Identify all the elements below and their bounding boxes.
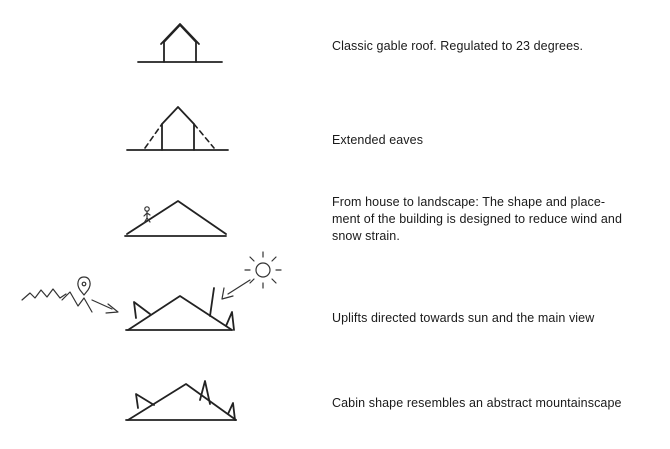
house-walls <box>162 107 194 150</box>
sun-rays <box>245 252 281 288</box>
caption-uplifts: Uplifts directed towards sun and the main view <box>332 311 595 325</box>
right-peak <box>200 381 210 404</box>
sketch-mountainscape <box>126 381 236 420</box>
sketch-landscape-shape <box>125 201 226 236</box>
gable-house-outline <box>164 25 196 62</box>
mountain-roof-triangle <box>128 384 236 420</box>
sun-arrow-shaft <box>228 280 250 294</box>
view-point-dot <box>82 282 86 286</box>
left-uplift <box>134 302 150 318</box>
concept-sketches <box>0 0 310 449</box>
right-eave-dashed <box>194 124 214 148</box>
sketch-uplifts <box>22 252 281 330</box>
landscape-roof-triangle <box>127 201 226 234</box>
uplift-roof-triangle <box>128 296 232 330</box>
gable-roof <box>161 24 199 44</box>
sketch-gable-house <box>138 24 222 62</box>
sketch-column <box>0 0 310 449</box>
caption-mountainscape: Cabin shape resembles an abstract mountainscape <box>332 396 622 410</box>
caption-house-to-landscape: From house to landscape: The shape and place-ment of the building is designed to reduce wind and snow strain. <box>332 195 623 243</box>
sketch-extended-eaves <box>127 107 228 150</box>
near-mountains <box>62 292 92 312</box>
left-eave-dashed <box>145 124 162 148</box>
right-uplift <box>210 288 214 316</box>
distant-mountains <box>22 289 66 300</box>
sun-arrowhead <box>222 288 233 299</box>
caption-gable-roof: Classic gable roof. Regulated to 23 degrees. <box>332 39 584 53</box>
caption-extended-eaves: Extended eaves <box>332 133 424 147</box>
sun-icon <box>256 263 270 277</box>
